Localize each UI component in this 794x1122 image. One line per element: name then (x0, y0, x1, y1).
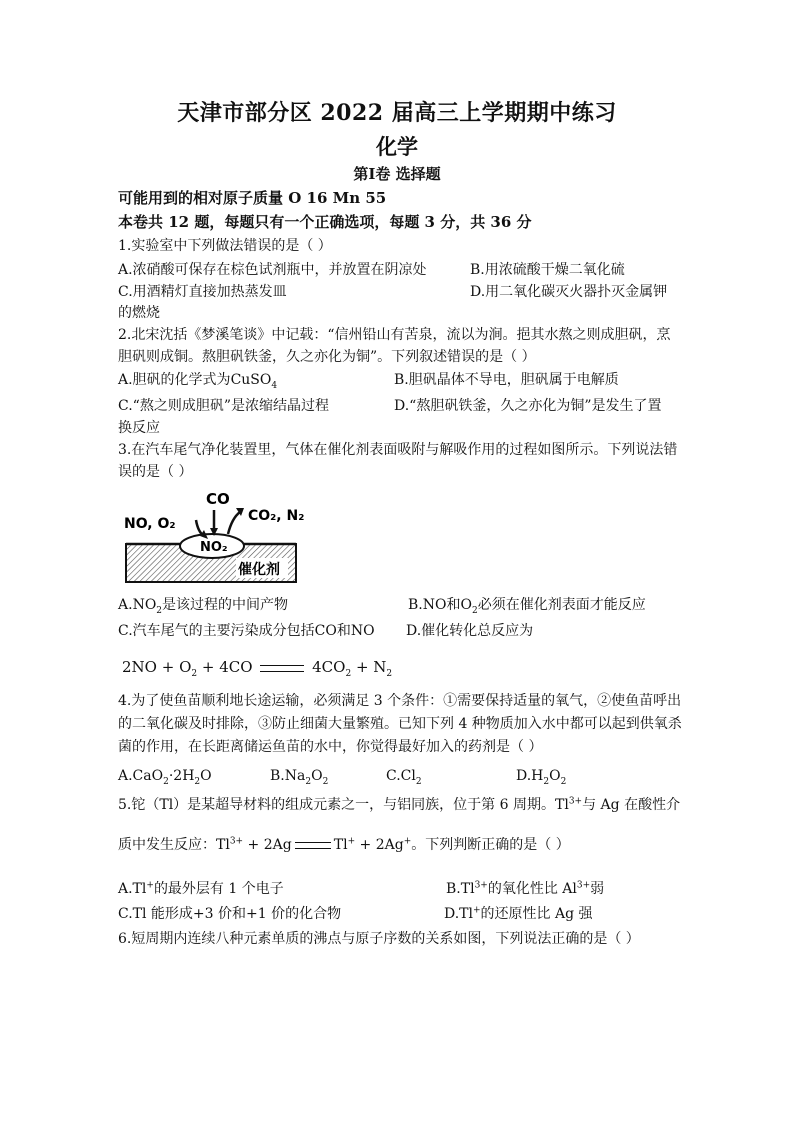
q2-option-b: B.胆矾晶体不导电，胆矾属于电解质 (394, 372, 619, 388)
q5-option-c: C.Tl 能形成+3 价和+1 价的化合物 (118, 906, 342, 922)
no2-label: NO₂ (200, 540, 228, 555)
atomic-mass-line: 可能用到的相对原子质量 O 16 Mn 55 (118, 189, 387, 207)
q1-option-d: D.用二氧化碳灭火器扑灭金属钾 (470, 284, 668, 300)
q5-option-b: $B.Tl^{3+}$的氧化性比 $Al^{3+}$弱 (446, 880, 605, 897)
q4-stem-1: 4.为了使鱼苗顺利地长途运输，必须满足 3 个条件：①需要保持适量的氧气，②使鱼苗呼出 (118, 693, 682, 709)
q1-option-a: A.浓硝酸可保存在棕色试剂瓶中，并放置在阴凉处 (118, 262, 427, 278)
catalyst-diagram (118, 484, 304, 584)
q4-stem-3: 菌的作用，在长距离储运鱼苗的水中，你觉得最好加入的药剂是（ ） (118, 739, 543, 755)
q2-stem-1: 2.北宋沈括《梦溪笔谈》中记载：“信州铅山有苦泉，流以为涧。挹其水熬之则成胆矾，烹 (118, 327, 671, 343)
equation-equals-sign (260, 665, 304, 672)
q4-option-b: $B.Na_2O_2$ (270, 768, 329, 787)
q5-stem-2: 质中发生反应：$Tl^{3+} + 2Ag$ Tl+ + 2Ag+。下列判断正确的是（ ） (118, 836, 570, 853)
subject-title: 化学 (376, 134, 418, 159)
section-heading: 第Ⅰ卷 选择题 (353, 165, 441, 183)
q2-option-a: A.胆矾的化学式为CuSO$_4$ (118, 372, 278, 391)
instructions-line: 本卷共 12 题，每题只有一个正确选项，每题 3 分，共 36 分 (118, 213, 532, 231)
q3-equation: $2NO + O_2 + 4CO$ $4CO_2 + N_2$ (122, 658, 393, 679)
reactant-label: NO, O₂ (124, 516, 176, 532)
q3-option-c: C.汽车尾气的主要污染成分包括CO和NO (118, 623, 375, 639)
q4-option-c: $C.Cl_2$ (386, 768, 422, 787)
q6-stem: 6.短周期内连续八种元素单质的沸点与原子序数的关系如图，下列说法正确的是（ ） (118, 931, 640, 947)
q1-option-b: B.用浓硫酸干燥二氧化硫 (470, 262, 625, 278)
q1-option-d-cont: 的燃烧 (118, 305, 160, 321)
catalyst-label: 催化剂 (238, 562, 280, 578)
co-label: CO (206, 490, 230, 508)
q2-option-c: C.“熬之则成胆矾”是浓缩结晶过程 (118, 398, 329, 414)
q2-option-d: D.“熬胆矾铁釜，久之亦化为铜”是发生了置 (394, 398, 662, 414)
q3-option-b: B.NO和$O_2$必须在催化剂表面才能反应 (408, 597, 646, 616)
q3-stem-1: 3.在汽车尾气净化装置里，气体在催化剂表面吸附与解吸作用的过程如图所示。下列说法错 (118, 442, 678, 458)
q4-option-d: $D.H_2O_2$ (516, 768, 567, 787)
q2-option-d-cont: 换反应 (118, 420, 160, 436)
q3-stem-2: 误的是（ ） (118, 464, 193, 480)
out-arrow (228, 512, 240, 534)
q5-equals-sign (295, 842, 331, 849)
q1-option-c: C.用酒精灯直接加热蒸发皿 (118, 284, 287, 300)
q5-stem-1: 5.铊（Tl）是某超导材料的组成元素之一，与铝同族，位于第 6 周期。$Tl^{3+}$与 Ag 在酸性介 (118, 796, 681, 813)
exam-title: 天津市部分区 2022 届高三上学期期中练习 (177, 100, 617, 126)
product-label: CO₂, N₂ (248, 508, 304, 524)
q3-option-d: D.催化转化总反应为 (406, 623, 534, 639)
q1-stem: 1.实验室中下列做法错误的是（ ） (118, 238, 332, 254)
q4-stem-2: 的二氧化碳及时排除，③防止细菌大量繁殖。已知下列 4 种物质加入水中都可以起到供氧杀 (118, 716, 682, 732)
q5-option-a: A.Tl+的最外层有 1 个电子 (118, 880, 284, 897)
q3-option-a: $A.NO_2$是该过程的中间产物 (118, 597, 289, 616)
q5-option-d: D.Tl+的还原性比 Ag 强 (444, 905, 593, 922)
q4-option-a: $A.CaO_2\cdot 2H_2O$ (118, 768, 212, 787)
q2-stem-2: 胆矾则成铜。熬胆矾铁釜，久之亦化为铜”。下列叙述错误的是（ ） (118, 349, 536, 365)
